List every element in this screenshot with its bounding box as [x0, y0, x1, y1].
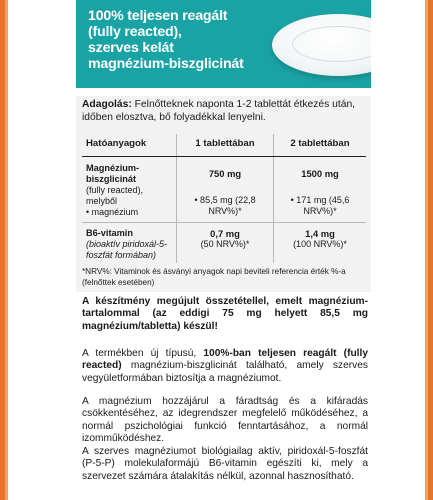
- value-sub: (50 NRV%)*: [200, 239, 250, 249]
- paragraph-text: magnézium-biszglicinát található, amely szerves vegyületformában biztosítja a magnéziumot.: [82, 360, 368, 384]
- paragraph-b6-vitamin: A szerves magnéziumot biológiailag aktív, piridoxál-5-foszfát (P-5-P) molekulaformájú B6-vitamin egészíti ki, mely a szervezet számára átalakítás nélkül, azonnal hasznosítható.: [82, 446, 368, 482]
- dosage-label: Adagolás:: [82, 99, 132, 110]
- banner-headline: [88, 8, 288, 72]
- orange-edge-left: [0, 0, 8, 500]
- table-header-row: [82, 134, 366, 157]
- paragraph-new-formula: A készítmény megújult összetétellel, emelt magnézium-tartalommal (az eddigi 75 mg helyett 85,5 mg magnézium/tabletta) készül!: [82, 296, 368, 332]
- table-header: 1 tablettában: [177, 134, 274, 157]
- value-sub: (100 NRV%)*: [293, 239, 347, 249]
- ingredients-table: [82, 134, 366, 263]
- value-cell: [177, 157, 274, 223]
- banner-line: szerves kelát: [88, 40, 174, 56]
- ingredient-cell: [82, 157, 177, 223]
- value-cell: [274, 157, 367, 223]
- table-row: [82, 223, 366, 264]
- paragraph-magnesium-benefits: A magnézium hozzájárul a fáradtság és a kifáradás csökkentéséhez, az idegrendszer megfelelő működéséhez, a normál pszichológiai funkció fenntartásához, a normál izomműködéshez.: [82, 396, 368, 444]
- paragraph-text: A termékben új típusú,: [82, 348, 204, 359]
- value-sub: • 85,5 mg (22,8 NRV%)*: [194, 195, 256, 216]
- ingredient-name: B6-vitamin: [86, 228, 133, 238]
- ingredient-name: Magnézium-biszglicinát: [86, 163, 140, 184]
- dosage-instructions: Felnőtteknek naponta 1-2 tablettát étkezés után, időben elosztva, bő folyadékkal lenyelni.: [82, 99, 356, 123]
- nrv-footnote: *NRV%: Vitaminok és ásványi anyagok napi beviteli referencia érték %-a (felnőttek esetében): [82, 267, 346, 287]
- value-sub: • 171 mg (45,6 NRV%)*: [290, 195, 350, 216]
- value-main: 1500 mg: [301, 168, 339, 179]
- table-header: Hatóanyagok: [82, 134, 177, 157]
- value-main: 1,4 mg: [305, 228, 335, 239]
- value-main: 0,7 mg: [210, 228, 240, 239]
- value-main: 750 mg: [208, 168, 242, 179]
- ingredient-sub: • magnézium: [86, 207, 139, 217]
- dosage-text: [82, 98, 368, 124]
- banner-line: 100% teljesen reagált: [88, 8, 228, 24]
- value-cell: [177, 223, 274, 264]
- ingredient-detail: (bioaktív piridoxál-5-foszfát formában): [86, 239, 168, 260]
- table-row: [82, 157, 366, 223]
- banner-line: (fully reacted),: [88, 24, 182, 40]
- ingredient-detail: (fully reacted), melyből: [86, 185, 144, 206]
- paragraph-emphasis: 100%-ban teljesen reagált (fully reacted): [82, 348, 369, 372]
- paragraph-fully-reacted: [82, 348, 368, 385]
- orange-edge-right: [425, 0, 433, 500]
- product-banner: [76, 0, 371, 88]
- banner-line: magnézium-biszglicinát: [88, 56, 244, 72]
- table-header: 2 tablettában: [274, 134, 367, 157]
- ingredient-cell: [82, 223, 177, 264]
- value-cell: [274, 223, 367, 264]
